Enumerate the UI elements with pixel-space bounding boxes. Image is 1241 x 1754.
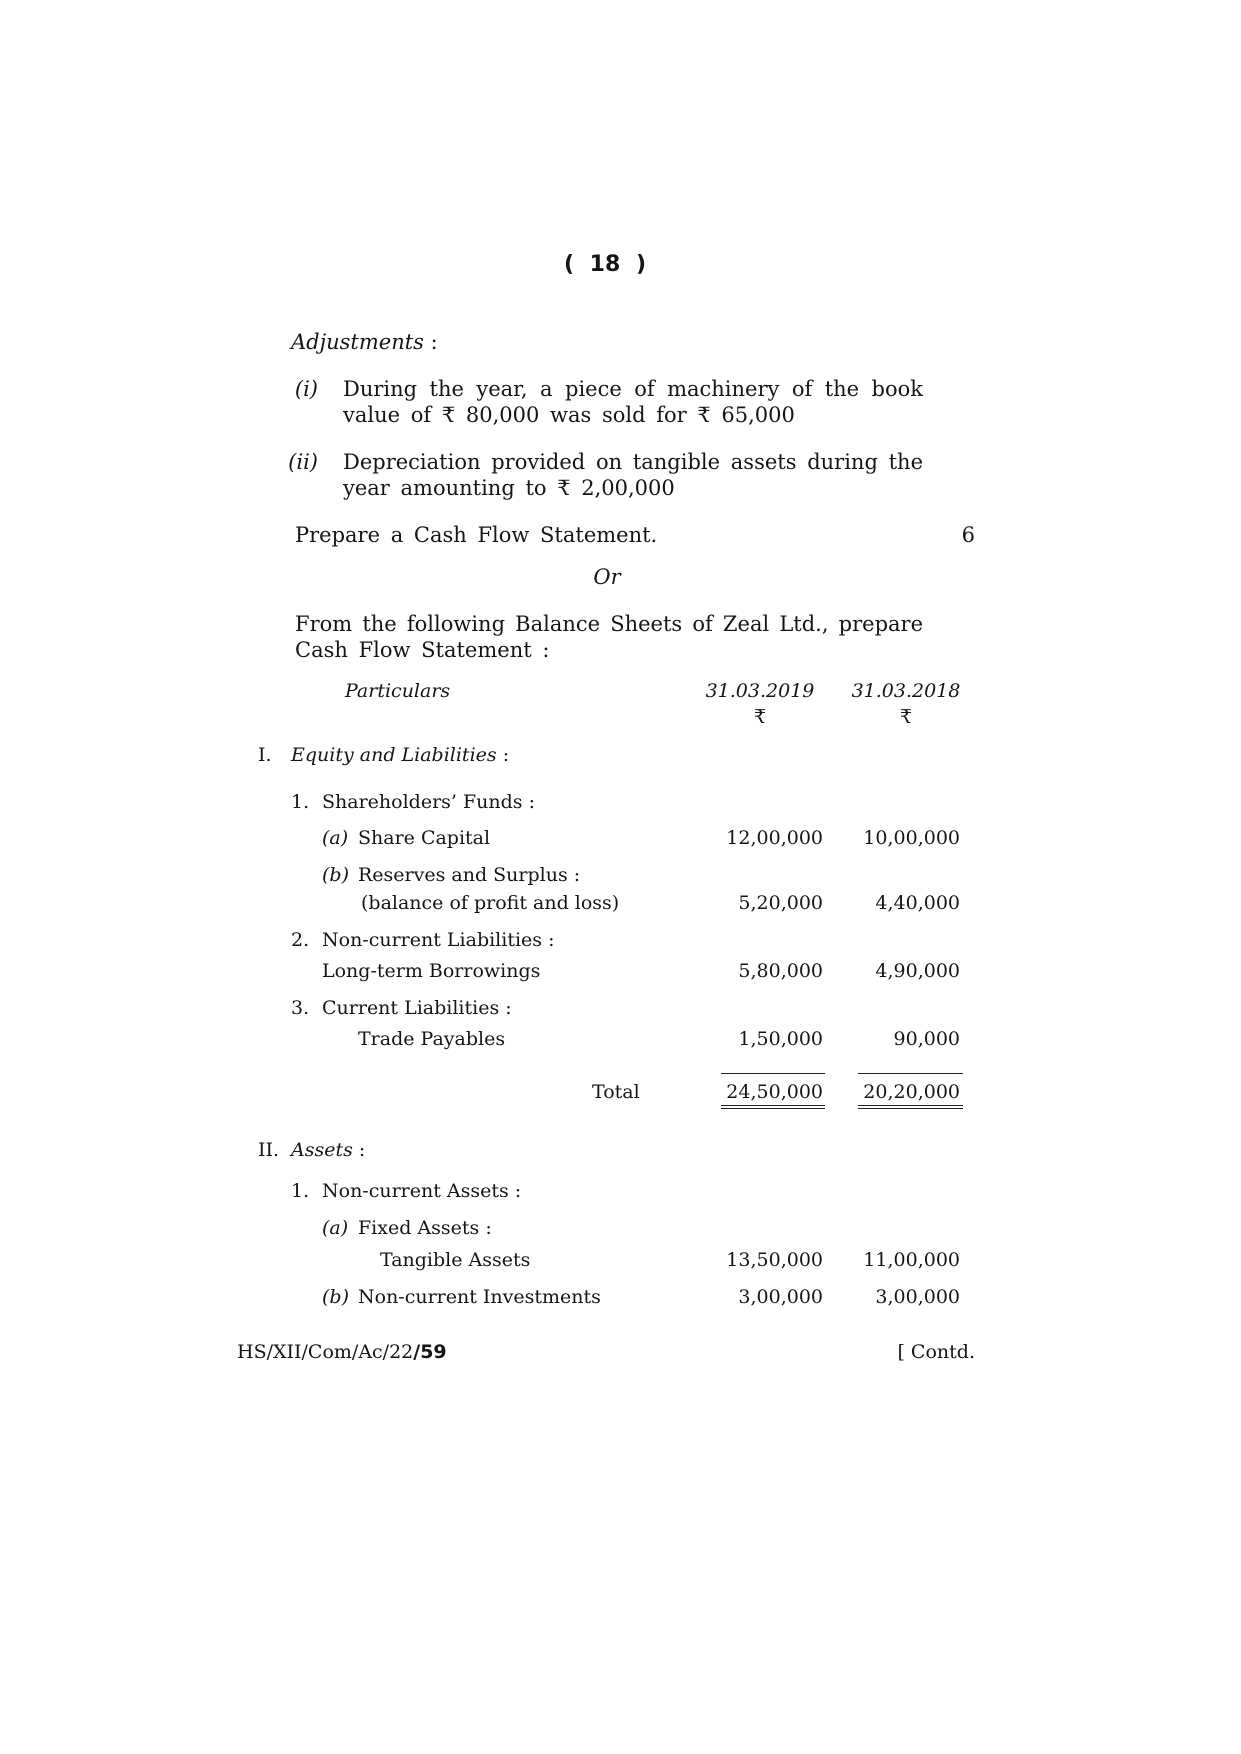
item-label: Fixed Assets :: [358, 1217, 492, 1239]
question-marks: 6: [961, 523, 975, 547]
group-number: 2.: [291, 929, 310, 951]
item-marker: (b): [322, 1286, 349, 1308]
section-numeral: II.: [258, 1139, 280, 1161]
adjustments-title: Adjustments: [291, 330, 424, 354]
item-label: Trade Payables: [358, 1028, 506, 1050]
value-2019: 13,50,000: [726, 1249, 823, 1271]
column-header-2019: 31.03.2019: [705, 680, 815, 702]
adjustment-marker: (i): [294, 377, 318, 401]
group-number: 3.: [291, 997, 310, 1019]
question-text: Prepare a Cash Flow Statement.: [295, 523, 658, 547]
alternative-question-line: Cash Flow Statement :: [295, 638, 550, 662]
section-title: [291, 743, 509, 767]
item-marker: (a): [322, 1217, 349, 1239]
footer-code: [237, 1340, 447, 1364]
group-title: Current Liabilities :: [322, 997, 512, 1019]
continued-label: [ Contd.: [897, 1341, 975, 1363]
section-title: [291, 1138, 365, 1162]
group-number: 1.: [291, 791, 310, 813]
group-title: Shareholders’ Funds :: [322, 791, 535, 813]
value-2018: 4,40,000: [875, 892, 960, 914]
group-number: 1.: [291, 1180, 310, 1202]
footer-page-id: /59: [413, 1341, 447, 1363]
item-label: Share Capital: [358, 827, 491, 849]
group-title: Non-current Assets :: [322, 1180, 522, 1202]
subtotal-rule: [858, 1073, 963, 1074]
value-2018: 90,000: [893, 1028, 960, 1050]
section-title-colon: :: [502, 744, 510, 766]
adjustments-heading: [291, 329, 438, 355]
adjustment-text-line: value of ₹ 80,000 was sold for ₹ 65,000: [343, 403, 795, 427]
rupee-symbol: ₹: [753, 706, 767, 728]
item-marker: (a): [322, 827, 349, 849]
section-title-colon: :: [358, 1139, 366, 1161]
or-separator: Or: [593, 565, 621, 589]
item-marker: (b): [322, 864, 349, 886]
adjustment-text-line: year amounting to ₹ 2,00,000: [343, 476, 675, 500]
item-detail: (balance of profit and loss): [361, 892, 620, 914]
adjustment-text-line: Depreciation provided on tangible assets during the: [343, 450, 923, 474]
subtotal-rule: [721, 1073, 825, 1074]
section-title-text: Equity and Liabilities: [291, 744, 497, 766]
group-title: Non-current Liabilities :: [322, 929, 555, 951]
item-label: Non-current Investments: [358, 1286, 601, 1308]
page-number: ( 18 ): [563, 252, 647, 277]
value-2018: 4,90,000: [875, 960, 960, 982]
particulars-header: Particulars: [345, 680, 451, 702]
value-2018: 11,00,000: [863, 1249, 960, 1271]
adjustment-marker: (ii): [288, 450, 318, 474]
column-header-2018: 31.03.2018: [851, 680, 961, 702]
alternative-question-line: From the following Balance Sheets of Zeal Ltd., prepare: [295, 612, 923, 636]
adjustments-colon: :: [430, 330, 438, 354]
total-2018: 20,20,000: [863, 1081, 960, 1103]
value-2019: 5,80,000: [738, 960, 823, 982]
section-title-text: Assets: [291, 1139, 353, 1161]
value-2018: 10,00,000: [863, 827, 960, 849]
adjustment-text-line: During the year, a piece of machinery of the book: [343, 377, 923, 401]
value-2019: 1,50,000: [738, 1028, 823, 1050]
total-double-rule: [858, 1105, 963, 1109]
value-2019: 12,00,000: [726, 827, 823, 849]
footer-code-text: HS/XII/Com/Ac/22: [237, 1341, 414, 1363]
rupee-symbol: ₹: [899, 706, 913, 728]
section-numeral: I.: [258, 744, 272, 766]
total-double-rule: [721, 1105, 825, 1109]
value-2018: 3,00,000: [875, 1286, 960, 1308]
value-2019: 3,00,000: [738, 1286, 823, 1308]
total-label: Total: [592, 1081, 640, 1103]
item-detail: Tangible Assets: [380, 1249, 531, 1271]
total-2019: 24,50,000: [726, 1081, 823, 1103]
item-label: Reserves and Surplus :: [358, 864, 581, 886]
value-2019: 5,20,000: [738, 892, 823, 914]
item-label: Long-term Borrowings: [322, 960, 541, 982]
